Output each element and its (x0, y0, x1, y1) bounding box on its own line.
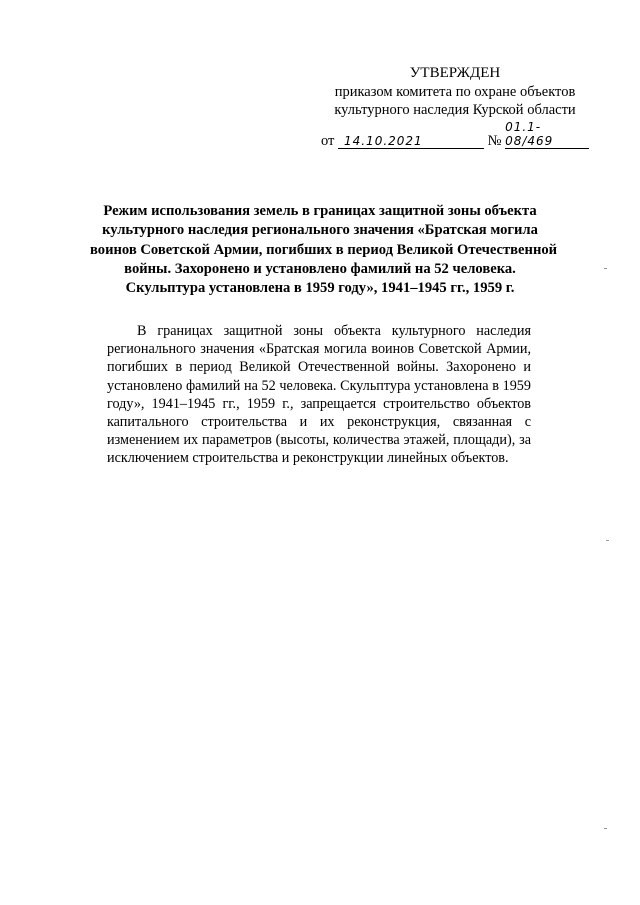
scan-artifact (604, 268, 607, 269)
approval-line-2: культурного наследия Курской области (334, 102, 576, 118)
heading-line: культурного наследия регионального значения «Братская могила (102, 222, 538, 239)
approval-title: УТВЕРЖДЕН (409, 65, 501, 81)
heading-line: войны. Захоронено и установлено фамилий на 52 человека. (124, 260, 516, 277)
date-value: 14.10.2021 (338, 134, 484, 149)
number-value: 01.1-08/469 (505, 120, 589, 149)
number-prefix: № (487, 132, 502, 149)
heading-line: Режим использования земель в границах защитной зоны объекта (103, 203, 537, 219)
scan-artifact (604, 828, 607, 829)
heading-line: Скульптура установлена в 1959 году», 1941–1945 гг., 1959 г. (125, 280, 515, 297)
heading-line: воинов Советской Армии, погибших в период Великой Отечественной (90, 241, 558, 258)
document-heading (90, 202, 558, 298)
body-paragraph: В границах защитной зоны объекта культурного наследия регионального значения «Братская могила воинов Советской Армии, погибших в период Великой Отечественной войны. Захоронено и установлено фамилий на 52 человека. Скульптура установлена в 1959 году», 1941–1945 гг., 1959 г., запрещается строительство объектов капитального строительства и их реконструкция, связанная с изменением их параметров (высоты, количества этажей, площади), за исключением строительства и реконструкции линейных объектов. (107, 323, 531, 467)
date-prefix: от (320, 132, 335, 149)
approval-date-number (305, 120, 605, 151)
approval-stamp (305, 64, 605, 150)
approval-line-1: приказом комитета по охране объектов (334, 83, 576, 100)
scan-artifact (606, 540, 609, 541)
